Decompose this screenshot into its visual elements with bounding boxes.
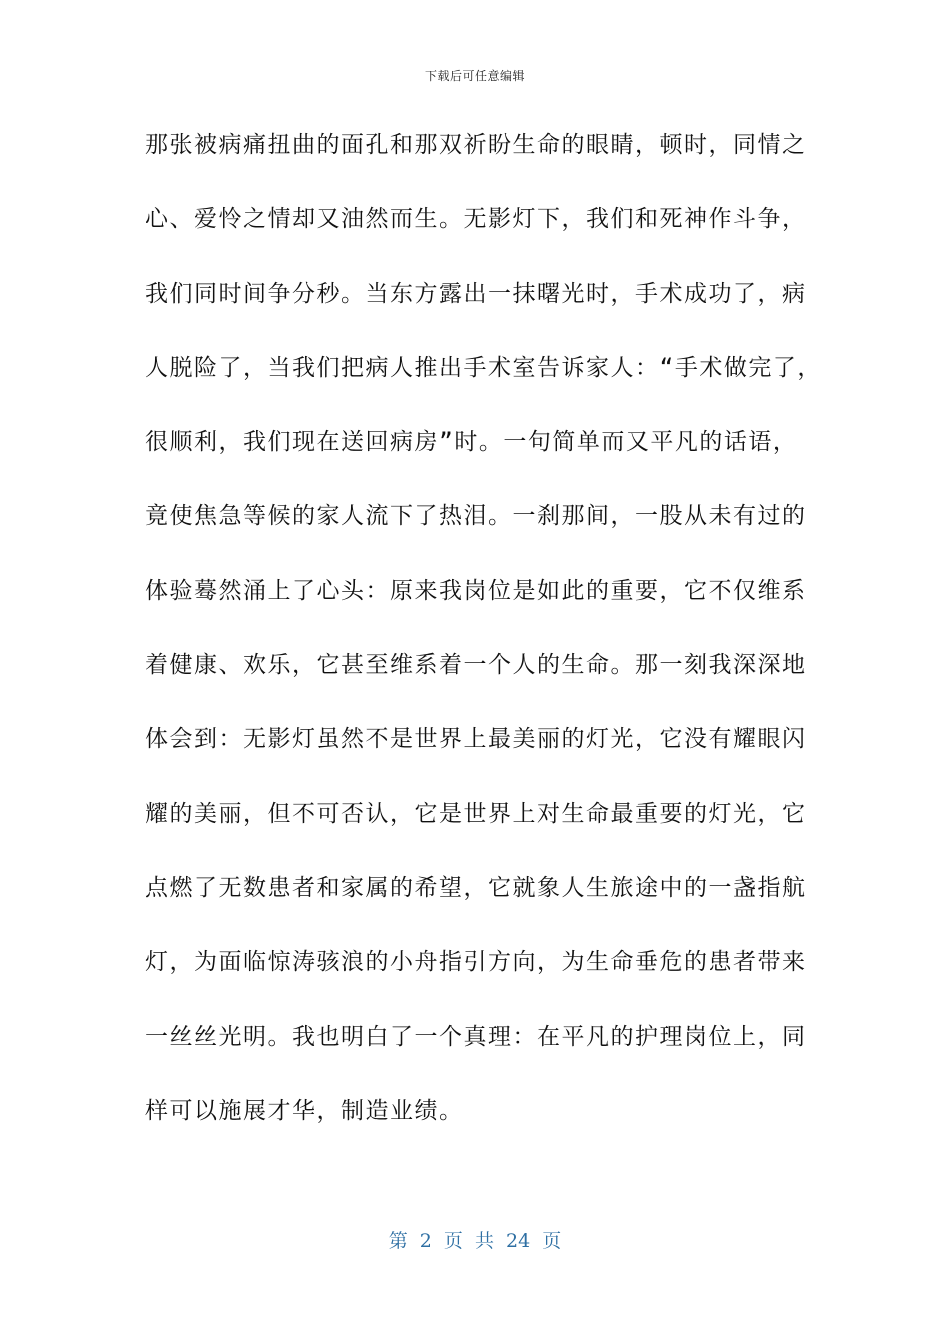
paragraph-line: 体验蓦然涌上了心头：原来我岗位是如此的重要，它不仅维系: [145, 577, 807, 604]
paragraph-line: 耀的美丽，但不可否认，它是世界上对生命最重要的灯光，它: [145, 800, 807, 827]
paragraph-line: 人脱险了，当我们把病人推出手术室告诉家人：“手术做完了，: [145, 354, 822, 381]
paragraph-line: 心、爱怜之情却又油然而生。无影灯下，我们和死神作斗争，: [145, 206, 807, 233]
paragraph-line: 一丝丝光明。我也明白了一个真理：在平凡的护理岗位上，同: [145, 1023, 807, 1050]
paragraph-line: 灯，为面临惊涛骇浪的小舟指引方向，为生命垂危的患者带来: [145, 949, 807, 976]
paragraph-line: 我们同时间争分秒。当东方露出一抹曙光时，手术成功了，病: [145, 280, 807, 307]
paragraph-line: 点燃了无数患者和家属的希望，它就象人生旅途中的一盏指航: [145, 874, 807, 901]
paragraph-line: 那张被病痛扭曲的面孔和那双祈盼生命的眼睛，顿时，同情之: [145, 132, 807, 158]
paragraph-line: 竟使焦急等候的家人流下了热泪。一刹那间，一股从未有过的: [145, 503, 807, 530]
page-number-footer: 第 2 页 共 24 页: [388, 1230, 562, 1252]
paragraph-line: 体会到：无影灯虽然不是世界上最美丽的灯光，它没有耀眼闪: [145, 726, 807, 753]
paragraph-line: 着健康、欢乐，它甚至维系着一个人的生命。那一刻我深深地: [145, 652, 807, 679]
paragraph-line: 很顺利，我们现在送回病房”时。一句简单而又平凡的话语，: [145, 429, 798, 456]
body-text: [145, 126, 822, 1166]
paragraph-line: 样可以施展才华，制造业绩。: [145, 1097, 464, 1124]
page-header: 下载后可任意编辑: [424, 69, 525, 83]
